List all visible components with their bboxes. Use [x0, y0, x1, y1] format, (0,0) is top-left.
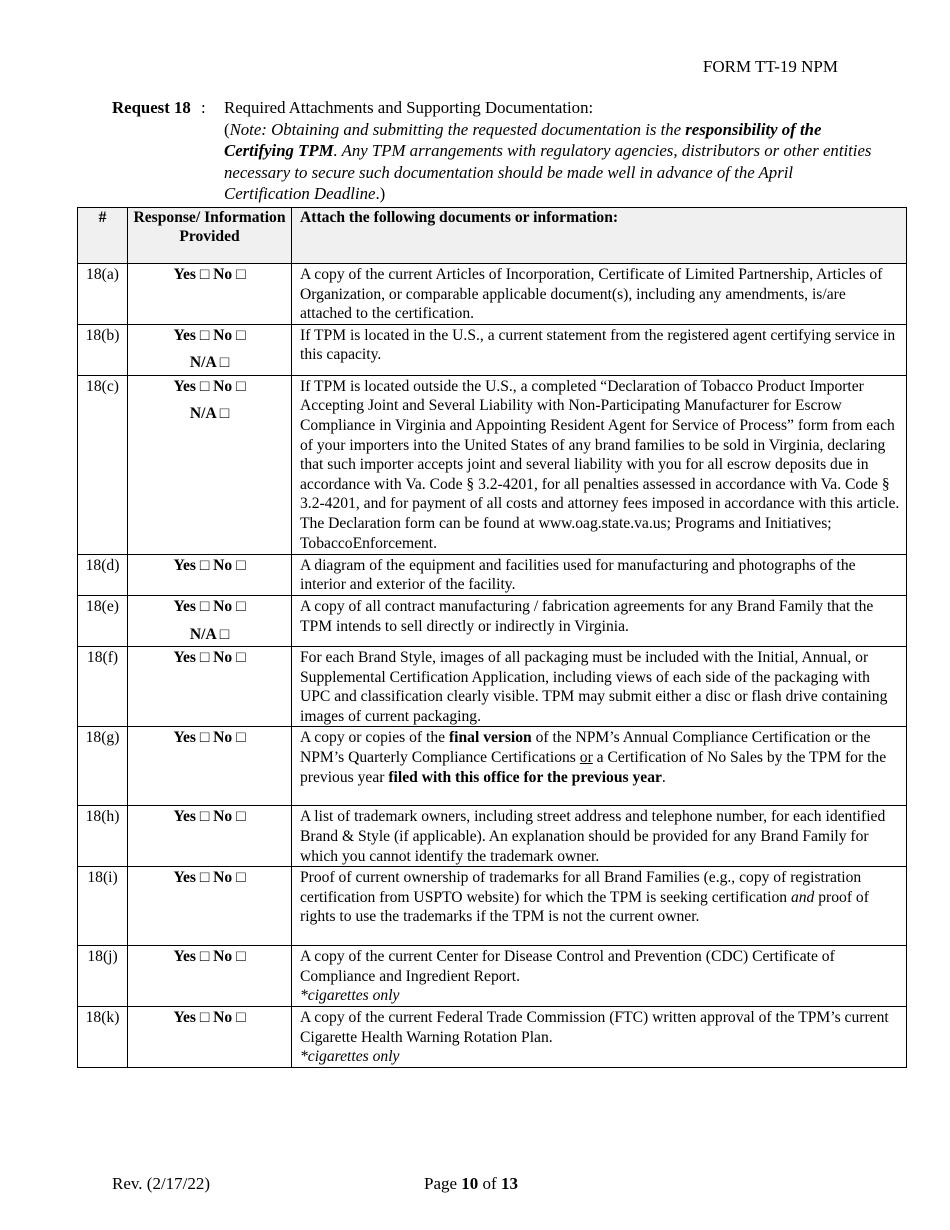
row-description: A copy of the current Articles of Incorporation, Certificate of Limited Partnership, Articles of Organization, or comparable applicable document(s), including any amendments, is/are attached to the certification.	[292, 264, 907, 325]
row-description: A list of trademark owners, including street address and telephone number, for each identified Brand & Style (if applicable). An explanation should be provided for any Brand Family for which you cannot identify the trademark owner.	[292, 806, 907, 867]
table-row	[78, 806, 907, 867]
row-description: A copy or copies of the final version of the NPM’s Annual Compliance Certification or the NPM’s Quarterly Compliance Certifications or a Certification of No Sales by the TPM for the previous year filed with this office for the previous year.	[292, 727, 907, 806]
row-id: 18(j)	[78, 946, 128, 1007]
row-description: If TPM is located in the U.S., a current statement from the registered agent certifying service in this capacity.	[292, 324, 907, 375]
row-id: 18(a)	[78, 264, 128, 325]
attachments-table	[77, 207, 907, 1068]
response-checkboxes[interactable]: Yes □ No □ N/A □	[128, 595, 292, 646]
row-description: Proof of current ownership of trademarks for all Brand Families (e.g., copy of registration certification from USPTO website) for which the TPM is seeking certification and proof of rights to use the trademarks if the TPM is not the current owner.	[292, 867, 907, 946]
table-row	[78, 867, 907, 946]
table-header-row	[78, 208, 907, 264]
table-row	[78, 264, 907, 325]
cigarettes-only-note: *cigarettes only	[300, 987, 400, 1005]
row-id: 18(d)	[78, 554, 128, 595]
row-description: If TPM is located outside the U.S., a completed “Declaration of Tobacco Product Importer Accepting Joint and Several Liability with Non-Participating Manufacturer for Escrow Compliance in Virginia and Appointing Resident Agent for Service of Process” form from each of your importers into the United States of any brand families to be sold in Virginia, declaring that such importer accepts joint and several liability with you for all escrow deposits due in accordance with Va. Code § 3.2-4201, for all penalties assessed in accordance with Va. Code § 3.2-4201, and for payment of all costs and attorney fees imposed in accordance with this article. The Declaration form can be found at www.oag.state.va.us; Programs and Initiatives; TobaccoEnforcement.	[292, 375, 907, 554]
response-checkboxes[interactable]: Yes □ No □	[128, 727, 292, 806]
row-id: 18(i)	[78, 867, 128, 946]
response-checkboxes[interactable]: Yes □ No □	[128, 806, 292, 867]
row-id: 18(b)	[78, 324, 128, 375]
response-checkboxes[interactable]: Yes □ No □	[128, 1006, 292, 1067]
request-title: Required Attachments and Supporting Documentation:	[224, 98, 594, 117]
row-id: 18(c)	[78, 375, 128, 554]
na-checkbox[interactable]: N/A □	[189, 625, 230, 643]
row-description: A copy of the current Center for Disease Control and Prevention (CDC) Certificate of Compliance and Ingredient Report. *cigarettes only	[292, 946, 907, 1007]
na-checkbox[interactable]: N/A □	[189, 354, 230, 372]
row-description: A copy of all contract manufacturing / fabrication agreements for any Brand Family that the TPM intends to sell directly or indirectly in Virginia.	[292, 595, 907, 646]
form-identifier: FORM TT-19 NPM	[702, 57, 838, 76]
response-checkboxes[interactable]: Yes □ No □ N/A □	[128, 375, 292, 554]
row-id: 18(g)	[78, 727, 128, 806]
row-description: A diagram of the equipment and facilities used for manufacturing and photographs of the interior and exterior of the facility.	[292, 554, 907, 595]
row-description: For each Brand Style, images of all packaging must be included with the Initial, Annual, or Supplemental Certification Application, including views of each side of the packaging with UPC and classification clearly visible. TPM may submit either a disc or flash drive containing images of current packaging.	[292, 646, 907, 726]
table-row	[78, 324, 907, 375]
table-row	[78, 946, 907, 1007]
row-id: 18(e)	[78, 595, 128, 646]
table-row	[78, 727, 907, 806]
table-row	[78, 646, 907, 726]
request-colon: :	[201, 98, 206, 117]
table-row	[78, 554, 907, 595]
revision-date: Rev. (2/17/22)	[112, 1174, 211, 1193]
request-note: (Note: Obtaining and submitting the requested documentation is the responsibility of the Certifying TPM. Any TPM arrangements with regulatory agencies, distributors or other entities necessary to secure such documentation should be made well in advance of the April Certification Deadline.)	[224, 119, 872, 203]
table-row	[78, 1006, 907, 1067]
request-section	[112, 97, 872, 205]
page-number: Page 10 of 13	[424, 1174, 518, 1193]
header-response: Response/ Information Provided	[128, 208, 292, 264]
row-description: A copy of the current Federal Trade Commission (FTC) written approval of the TPM’s current Cigarette Health Warning Rotation Plan. *cigarettes only	[292, 1006, 907, 1067]
cigarettes-only-note: *cigarettes only	[300, 1048, 400, 1066]
response-checkboxes[interactable]: Yes □ No □	[128, 264, 292, 325]
row-id: 18(f)	[78, 646, 128, 726]
table-row	[78, 595, 907, 646]
request-label: Request 18	[112, 98, 191, 117]
response-checkboxes[interactable]: Yes □ No □	[128, 554, 292, 595]
table-row	[78, 375, 907, 554]
header-number: #	[78, 208, 128, 264]
row-id: 18(k)	[78, 1006, 128, 1067]
row-id: 18(h)	[78, 806, 128, 867]
header-attach: Attach the following documents or information:	[292, 208, 907, 264]
response-checkboxes[interactable]: Yes □ No □	[128, 867, 292, 946]
response-checkboxes[interactable]: Yes □ No □	[128, 646, 292, 726]
response-checkboxes[interactable]: Yes □ No □	[128, 946, 292, 1007]
na-checkbox[interactable]: N/A □	[189, 405, 230, 423]
response-checkboxes[interactable]: Yes □ No □ N/A □	[128, 324, 292, 375]
